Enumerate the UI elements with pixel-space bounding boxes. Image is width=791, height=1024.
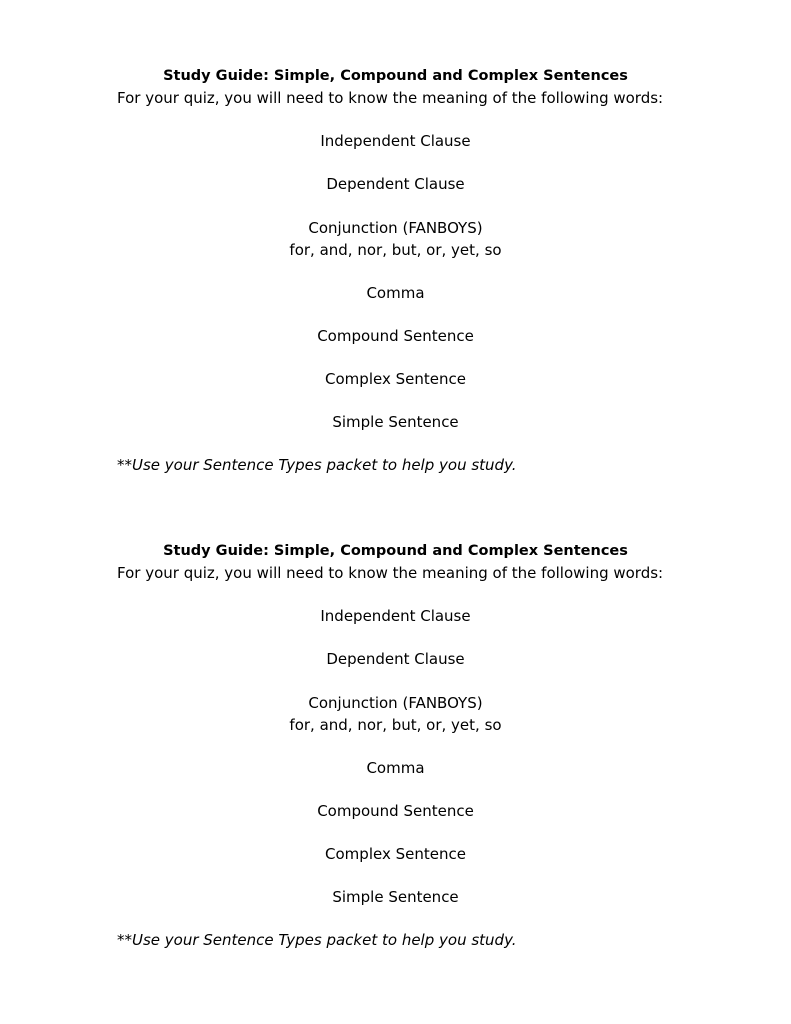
term-dependent-clause: Dependent Clause [326,175,465,193]
fanboys-list: for, and, nor, but, or, yet, so [289,716,502,734]
term-compound-sentence: Compound Sentence [317,327,474,345]
note-text: Use your Sentence Types packet to help you study. [132,931,517,949]
term-simple-sentence: Simple Sentence [332,413,459,431]
term-complex-sentence: Complex Sentence [325,845,466,863]
term-compound-sentence: Compound Sentence [317,802,474,820]
note-text: Use your Sentence Types packet to help you study. [132,456,517,474]
study-note [0,455,791,475]
term-comma: Comma [366,759,425,777]
term-conjunction: Conjunction (FANBOYS) [308,219,483,237]
guide-title: Study Guide: Simple, Compound and Complex Sentences [163,543,628,559]
term-comma: Comma [366,284,425,302]
note-prefix: ** [117,931,132,949]
guide-intro: For your quiz, you will need to know the meaning of the following words: [117,564,664,582]
study-note [0,930,791,950]
fanboys-list: for, and, nor, but, or, yet, so [289,241,502,259]
term-dependent-clause: Dependent Clause [326,650,465,668]
guide-title: Study Guide: Simple, Compound and Complex Sentences [163,68,628,84]
guide-intro: For your quiz, you will need to know the meaning of the following words: [117,89,664,107]
term-conjunction: Conjunction (FANBOYS) [308,694,483,712]
term-complex-sentence: Complex Sentence [325,370,466,388]
note-prefix: ** [117,456,132,474]
term-independent-clause: Independent Clause [320,132,471,150]
term-simple-sentence: Simple Sentence [332,888,459,906]
term-independent-clause: Independent Clause [320,607,471,625]
